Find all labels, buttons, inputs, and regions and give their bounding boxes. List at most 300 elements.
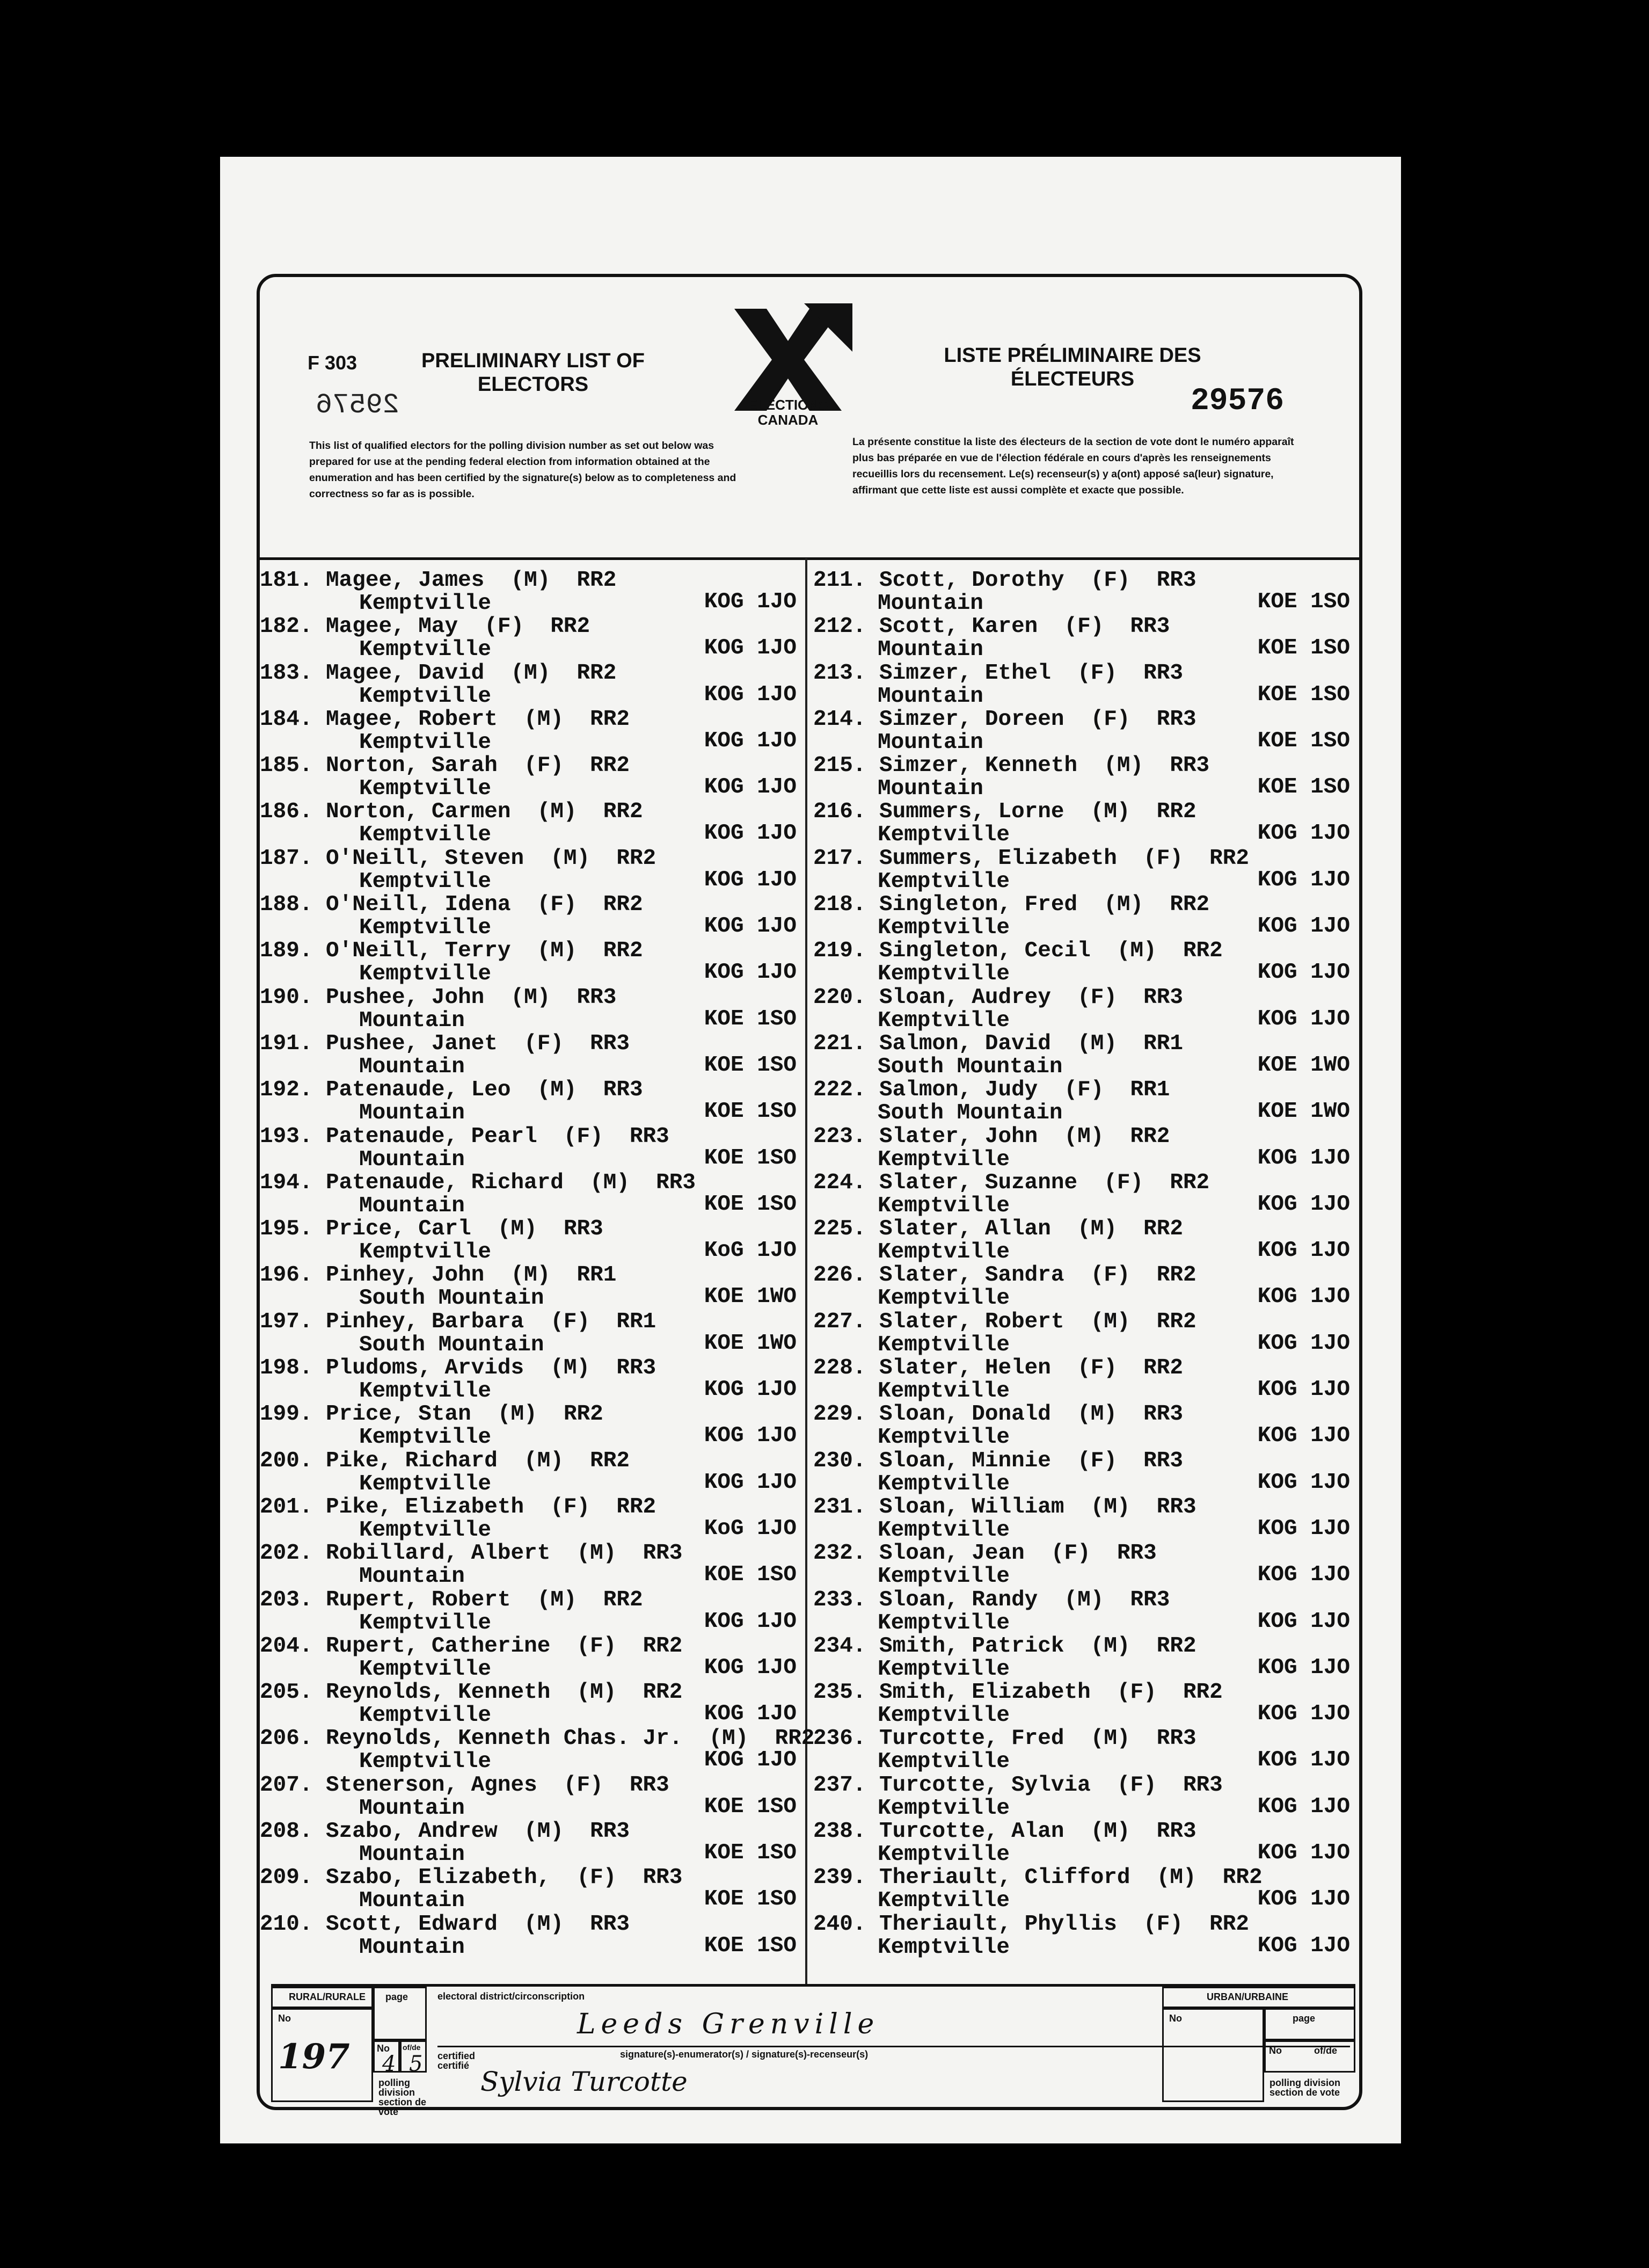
elector-town: Kemptville	[878, 1147, 1010, 1172]
elector-line-1	[813, 1589, 1170, 1612]
elector-postal-code: KOG 1JO	[1257, 821, 1350, 846]
elector-route: RR3	[1156, 568, 1196, 593]
elector-entry	[813, 893, 1355, 940]
elector-route: RR1	[1143, 1031, 1183, 1056]
urban-label-box	[1162, 1987, 1355, 2008]
elector-number: 200.	[260, 1448, 313, 1473]
elector-route: RR2	[590, 753, 630, 779]
elector-town: Mountain	[359, 1935, 465, 1960]
elector-name: Salmon, Judy	[879, 1078, 1038, 1103]
elector-name: Singleton, Cecil	[879, 939, 1091, 964]
elector-postal-code: KOG 1JO	[1257, 1006, 1350, 1031]
elector-line-1	[813, 662, 1183, 685]
elector-sex: (M)	[1156, 1865, 1196, 1891]
elector-name: Slater, Sandra	[879, 1263, 1064, 1288]
elector-sex: (F)	[1117, 1680, 1157, 1705]
page-total: 5	[409, 2052, 423, 2076]
elector-entry	[260, 1681, 802, 1727]
elector-sex: (M)	[1077, 1217, 1117, 1242]
elector-sex: (F)	[1143, 846, 1183, 871]
elector-town: Kemptville	[878, 1517, 1010, 1543]
page-label-box	[373, 1987, 427, 2040]
elector-sex: (F)	[577, 1633, 617, 1659]
elector-line-1	[813, 1264, 1196, 1287]
elector-route: RR2	[563, 1402, 603, 1427]
elector-line-1	[260, 1311, 656, 1334]
elector-number: 187.	[260, 846, 313, 871]
elector-line-1	[813, 1820, 1196, 1843]
elector-line-1	[813, 1125, 1170, 1148]
electors-list-right	[813, 569, 1355, 1959]
elector-name: Singleton, Fred	[879, 892, 1078, 918]
elector-route: RR3	[1156, 1819, 1196, 1844]
elector-sex: (F)	[1077, 660, 1117, 686]
elector-postal-code: KOG 1JO	[1257, 960, 1350, 985]
elector-name: Smith, Patrick	[879, 1633, 1064, 1659]
elector-number: 216.	[813, 799, 866, 825]
elector-entry	[813, 615, 1355, 662]
elector-town: South Mountain	[359, 1332, 544, 1357]
urban-label: URBAN/URBAINE	[1207, 1991, 1288, 2002]
elector-number: 220.	[813, 985, 866, 1010]
elector-number: 230.	[813, 1448, 866, 1473]
elector-line-1	[260, 893, 643, 917]
elector-line-1	[813, 1403, 1183, 1426]
page-number: 4	[382, 2052, 396, 2076]
elector-town: Kemptville	[359, 591, 492, 616]
elector-line-1	[260, 1496, 656, 1519]
elector-route: RR3	[1170, 753, 1210, 779]
elector-line-1	[260, 662, 616, 685]
certification-note-english: This list of qualified electors for the polling division number as set out below was prepared for use at the pending federal election from information obtained at the enumeration and has been certified by the signature(s) below as to completeness and correctness so far as is possible.	[309, 440, 736, 500]
elector-number: 199.	[260, 1402, 313, 1427]
elector-entry	[260, 754, 802, 801]
elector-line-1	[813, 893, 1209, 917]
elector-name: Slater, Robert	[879, 1309, 1064, 1334]
elector-route: RR2	[1156, 1263, 1196, 1288]
elector-town: Kemptville	[359, 1240, 492, 1265]
elector-number: 196.	[260, 1263, 313, 1288]
elector-line-1	[813, 1727, 1196, 1750]
elector-line-1	[813, 1172, 1209, 1195]
elector-number: 209.	[260, 1865, 313, 1891]
elector-route: RR2	[1209, 1911, 1249, 1937]
elector-name: Szabo, Andrew	[326, 1819, 498, 1844]
elector-town: Kemptville	[878, 1888, 1010, 1914]
elector-number: 235.	[813, 1680, 866, 1705]
elector-entry	[813, 1079, 1355, 1125]
elector-line-1	[260, 569, 616, 592]
elector-postal-code: KOE 1SO	[704, 1191, 797, 1217]
elector-entry	[260, 1635, 802, 1681]
elector-route: RR2	[1209, 846, 1249, 871]
elector-entry	[813, 1033, 1355, 1079]
elector-name: O'Neill, Idena	[326, 892, 511, 918]
elector-number: 182.	[260, 614, 313, 639]
elector-sex: (M)	[497, 1217, 537, 1242]
elector-line-1	[260, 1589, 643, 1612]
elector-route: RR3	[1156, 1494, 1196, 1520]
serial-number: 29576	[1191, 384, 1285, 419]
elector-sex: (F)	[1077, 1356, 1117, 1381]
elector-town: Kemptville	[878, 962, 1010, 987]
elector-entry	[260, 801, 802, 847]
elector-line-1	[260, 801, 643, 824]
elector-sex: (M)	[537, 799, 577, 825]
elector-sex: (F)	[1090, 707, 1130, 732]
elector-town: Mountain	[359, 1054, 465, 1079]
elector-number: 201.	[260, 1494, 313, 1520]
elector-line-1	[260, 1079, 643, 1102]
elector-route: RR3	[616, 1356, 656, 1381]
elector-postal-code: KOG 1JO	[1257, 1609, 1350, 1634]
elector-entry	[813, 1264, 1355, 1310]
elector-route: RR2	[590, 707, 630, 732]
page-total-box	[400, 2040, 427, 2076]
elector-town: Kemptville	[878, 1564, 1010, 1589]
elector-postal-code: KOG 1JO	[1257, 1377, 1350, 1402]
elector-name: Magee, David	[326, 660, 485, 686]
elector-entry	[260, 708, 802, 754]
elector-name: Reynolds, Kenneth	[326, 1680, 551, 1705]
elector-sex: (F)	[550, 1309, 590, 1334]
header-divider	[257, 557, 1362, 560]
elector-postal-code: KOG 1JO	[704, 636, 797, 661]
page-no-label: No	[377, 2043, 390, 2054]
elector-line-1	[813, 1033, 1183, 1056]
electors-list-left	[260, 568, 815, 1960]
elector-number: 221.	[813, 1031, 866, 1056]
elector-town: South Mountain	[878, 1054, 1063, 1079]
elector-route: RR3	[1130, 614, 1170, 639]
elector-town: Kemptville	[359, 1749, 492, 1775]
elector-route: RR1	[577, 1263, 617, 1288]
elector-entry	[813, 1589, 1355, 1635]
elector-postal-code: KOG 1JO	[1257, 1516, 1350, 1541]
elector-town: Kemptville	[359, 1703, 492, 1728]
elector-name: Sloan, Minnie	[879, 1448, 1051, 1473]
elector-route: RR3	[1143, 985, 1183, 1010]
elector-postal-code: KOG 1JO	[1257, 1794, 1350, 1819]
elector-name: Theriault, Phyllis	[879, 1911, 1117, 1937]
elector-number: 206.	[260, 1726, 313, 1751]
elector-town: Mountain	[359, 1564, 465, 1589]
elector-sex: (F)	[563, 1124, 603, 1149]
elector-number: 197.	[260, 1309, 313, 1334]
elector-sex: (F)	[524, 753, 564, 779]
elector-route: RR3	[590, 1911, 630, 1937]
elector-route: RR2	[550, 614, 590, 639]
elector-route: RR3	[1117, 1541, 1157, 1566]
elector-number: 207.	[260, 1772, 313, 1798]
elector-entry	[260, 940, 802, 986]
elector-sex: (M)	[1104, 892, 1144, 918]
electoral-district-label: electoral district/circonscription	[437, 1991, 585, 2002]
elector-line-1	[260, 1913, 630, 1936]
elector-town: Mountain	[359, 1193, 465, 1218]
elector-number: 232.	[813, 1541, 866, 1566]
elector-sex: (F)	[1143, 1911, 1183, 1937]
elector-entry	[260, 1726, 815, 1775]
elector-line-1	[260, 1172, 696, 1195]
elector-town: Kemptville	[878, 1332, 1010, 1357]
elector-entry	[813, 754, 1355, 801]
elector-route: RR2	[603, 939, 643, 964]
elector-postal-code: KOG 1JO	[1257, 1145, 1350, 1171]
elector-sex: (F)	[484, 614, 524, 639]
no-label: No	[278, 2013, 291, 2024]
elector-sex: (F)	[1090, 1263, 1130, 1288]
elector-route: RR3	[643, 1541, 683, 1566]
elector-sex: (M)	[1090, 1309, 1130, 1334]
elector-name: Rupert, Catherine	[326, 1633, 551, 1659]
elector-name: Pushee, John	[326, 985, 485, 1010]
elector-town: Kemptville	[878, 1425, 1010, 1450]
elector-postal-code: KOG 1JO	[704, 1423, 797, 1449]
form-number: F 303	[308, 352, 357, 374]
elector-entry	[813, 1913, 1355, 1959]
elector-number: 194.	[260, 1170, 313, 1195]
elector-entry	[813, 569, 1355, 615]
elector-line-1	[813, 1542, 1157, 1565]
elector-postal-code: KOE 1SO	[1257, 590, 1350, 614]
elector-line-1	[260, 1820, 630, 1843]
elector-name: Price, Stan	[326, 1402, 471, 1427]
elector-line-1	[813, 986, 1183, 1009]
elector-name: Pinhey, Barbara	[326, 1309, 524, 1334]
title-english: PRELIMINARY LIST OF ELECTORS	[421, 350, 645, 396]
elector-name: Summers, Elizabeth	[879, 846, 1117, 871]
elector-line-1	[813, 615, 1170, 638]
elector-sex: (M)	[537, 939, 577, 964]
polling-division-number: 197	[278, 2037, 350, 2077]
elector-route: RR3	[629, 1772, 669, 1798]
elector-number: 229.	[813, 1402, 866, 1427]
elector-route: RR3	[629, 1124, 669, 1149]
elector-sex: (M)	[1064, 1124, 1104, 1149]
elector-line-1	[813, 1218, 1183, 1241]
elector-town: Kemptville	[359, 915, 492, 941]
elector-entry	[260, 1264, 802, 1310]
elector-line-1	[813, 1311, 1196, 1334]
elector-sex: (F)	[1050, 1541, 1091, 1566]
elector-line-1	[260, 1774, 669, 1797]
elector-route: RR3	[1130, 1587, 1170, 1612]
elector-number: 195.	[260, 1217, 313, 1242]
elector-sex: (M)	[1077, 1031, 1117, 1056]
rural-number-box	[271, 2008, 373, 2102]
elector-line-1	[813, 754, 1209, 777]
elector-postal-code: KOG 1JO	[704, 590, 797, 614]
elector-town: Kemptville	[878, 1656, 1010, 1682]
elector-sex: (M)	[1090, 1726, 1130, 1751]
elector-route: RR2	[577, 660, 617, 686]
elector-postal-code: KOE 1SO	[1257, 636, 1350, 661]
elector-sex: (M)	[537, 1587, 577, 1612]
elector-number: 211.	[813, 568, 866, 593]
elector-route: RR2	[1222, 1865, 1263, 1891]
elector-name: Patenaude, Richard	[326, 1170, 564, 1195]
elector-town: Mountain	[878, 684, 983, 709]
elector-number: 234.	[813, 1633, 866, 1659]
elector-sex: (F)	[524, 1031, 564, 1056]
elector-postal-code: KOG 1JO	[1257, 1423, 1350, 1449]
elector-postal-code: KOG 1JO	[1257, 867, 1350, 892]
elector-name: Sloan, Randy	[879, 1587, 1038, 1612]
page-label: page	[385, 1991, 408, 2002]
elector-town: Mountain	[878, 591, 983, 616]
elector-sex: (M)	[524, 1448, 564, 1473]
elector-line-1	[813, 708, 1196, 731]
elector-entry	[260, 1079, 802, 1125]
elector-postal-code: KOG 1JO	[1257, 1841, 1350, 1866]
elector-line-1	[260, 940, 643, 963]
elector-number: 181.	[260, 568, 313, 593]
elector-route: RR2	[616, 1494, 656, 1520]
elector-route: RR2	[1156, 799, 1196, 825]
elector-name: Sloan, Donald	[879, 1402, 1051, 1427]
enumerator-signature: Sylvia Turcotte	[480, 2066, 688, 2097]
elector-sex: (M)	[510, 985, 551, 1010]
elector-number: 224.	[813, 1170, 866, 1195]
elector-route: RR2	[1156, 1633, 1196, 1659]
elector-name: Rupert, Robert	[326, 1587, 511, 1612]
elector-postal-code: KOE 1SO	[1257, 775, 1350, 800]
elector-route: RR3	[590, 1819, 630, 1844]
elector-line-1	[260, 1218, 603, 1241]
elector-name: Patenaude, Pearl	[326, 1124, 537, 1149]
elector-postal-code: KOG 1JO	[704, 775, 797, 800]
elector-town: Kemptville	[878, 915, 1010, 941]
elector-sex: (F)	[1064, 614, 1104, 639]
elector-line-1	[260, 1727, 814, 1750]
elector-number: 218.	[813, 892, 866, 918]
elector-entry	[813, 1820, 1355, 1866]
elector-entry	[260, 569, 802, 615]
elector-entry	[813, 1542, 1355, 1588]
elector-route: RR2	[603, 892, 643, 918]
elector-route: RR3	[1143, 1402, 1183, 1427]
elector-line-1	[813, 1681, 1223, 1704]
elector-town: Kemptville	[359, 1425, 492, 1450]
elector-name: Simzer, Doreen	[879, 707, 1064, 732]
column-divider	[805, 558, 807, 1987]
elector-sex: (F)	[550, 1494, 590, 1520]
elector-line-1	[260, 1403, 603, 1426]
elector-entry	[813, 1357, 1355, 1403]
elector-number: 190.	[260, 985, 313, 1010]
elector-route: RR2	[1143, 1217, 1183, 1242]
elector-line-1	[260, 1681, 682, 1704]
elector-postal-code: KoG 1JO	[704, 1516, 797, 1541]
elector-sex: (F)	[1117, 1772, 1157, 1798]
elector-line-1	[260, 1264, 616, 1287]
elector-postal-code: KOG 1JO	[704, 1470, 797, 1495]
elector-town: Kemptville	[878, 823, 1010, 848]
elector-name: Stenerson, Agnes	[326, 1772, 537, 1798]
elector-town: Kemptville	[878, 1193, 1010, 1218]
elector-name: Pludoms, Arvids	[326, 1356, 524, 1381]
elector-number: 205.	[260, 1680, 313, 1705]
elector-name: Pike, Elizabeth	[326, 1494, 524, 1520]
elector-town: Kemptville	[878, 1240, 1010, 1265]
elector-number: 233.	[813, 1587, 866, 1612]
elector-sex: (M)	[577, 1680, 617, 1705]
elector-route: RR2	[1170, 1170, 1210, 1195]
elector-postal-code: KOE 1SO	[704, 1794, 797, 1819]
elector-postal-code: KOG 1JO	[1257, 1191, 1350, 1217]
elector-route: RR3	[1143, 660, 1183, 686]
elector-entry	[260, 1218, 802, 1264]
elector-postal-code: KOE 1SO	[704, 1145, 797, 1171]
of-label: of/de	[403, 2043, 421, 2052]
elector-line-1	[813, 1079, 1170, 1102]
elector-number: 231.	[813, 1494, 866, 1520]
elector-entry	[813, 1172, 1355, 1218]
elector-postal-code: KOG 1JO	[704, 682, 797, 707]
elector-name: Slater, Helen	[879, 1356, 1051, 1381]
elector-sex: (F)	[1104, 1170, 1144, 1195]
elector-entry	[813, 1681, 1355, 1727]
elector-sex: (M)	[1090, 1633, 1130, 1659]
elector-town: South Mountain	[359, 1286, 544, 1311]
elector-entry	[260, 1172, 802, 1218]
elector-town: Kemptville	[878, 1286, 1010, 1311]
elector-postal-code: KOG 1JO	[704, 1655, 797, 1680]
elector-town: Mountain	[359, 1147, 465, 1172]
elector-town: Mountain	[359, 1796, 465, 1821]
elector-sex: (F)	[577, 1865, 617, 1891]
elector-route: RR3	[590, 1031, 630, 1056]
elector-number: 236.	[813, 1726, 866, 1751]
elector-route: RR2	[1183, 1680, 1223, 1705]
elector-entry	[260, 1125, 802, 1172]
elector-route: RR3	[577, 985, 617, 1010]
elector-name: Sloan, Jean	[879, 1541, 1025, 1566]
elector-town: Kemptville	[359, 684, 492, 709]
elector-entry	[260, 1589, 802, 1635]
elector-sex: (M)	[1090, 799, 1130, 825]
elector-route: RR2	[775, 1726, 815, 1751]
elector-number: 239.	[813, 1865, 866, 1891]
elector-postal-code: KOE 1SO	[704, 1933, 797, 1958]
elector-sex: (M)	[590, 1170, 630, 1195]
elector-sex: (M)	[524, 1911, 564, 1937]
elector-entry	[260, 1311, 802, 1357]
elector-entry	[813, 986, 1355, 1033]
elector-number: 227.	[813, 1309, 866, 1334]
urban-of-label: of/de	[1314, 2045, 1337, 2056]
elector-number: 193.	[260, 1124, 313, 1149]
elector-route: RR2	[603, 799, 643, 825]
elector-town: Mountain	[878, 776, 983, 802]
elector-number: 203.	[260, 1587, 313, 1612]
elector-route: RR3	[563, 1217, 603, 1242]
elector-entry	[813, 1774, 1355, 1820]
elector-entry	[260, 1774, 802, 1820]
elector-line-1	[813, 1913, 1249, 1936]
elector-name: Simzer, Kenneth	[879, 753, 1078, 779]
elector-postal-code: KOG 1JO	[704, 960, 797, 985]
elector-town: Kemptville	[878, 1610, 1010, 1635]
elector-postal-code: KOG 1JO	[704, 914, 797, 939]
elector-number: 217.	[813, 846, 866, 871]
elector-number: 238.	[813, 1819, 866, 1844]
elector-sex: (M)	[497, 1402, 537, 1427]
rural-label: RURAL/RURALE	[289, 1991, 366, 2002]
elector-town: Mountain	[878, 730, 983, 755]
elector-entry	[260, 1033, 802, 1079]
